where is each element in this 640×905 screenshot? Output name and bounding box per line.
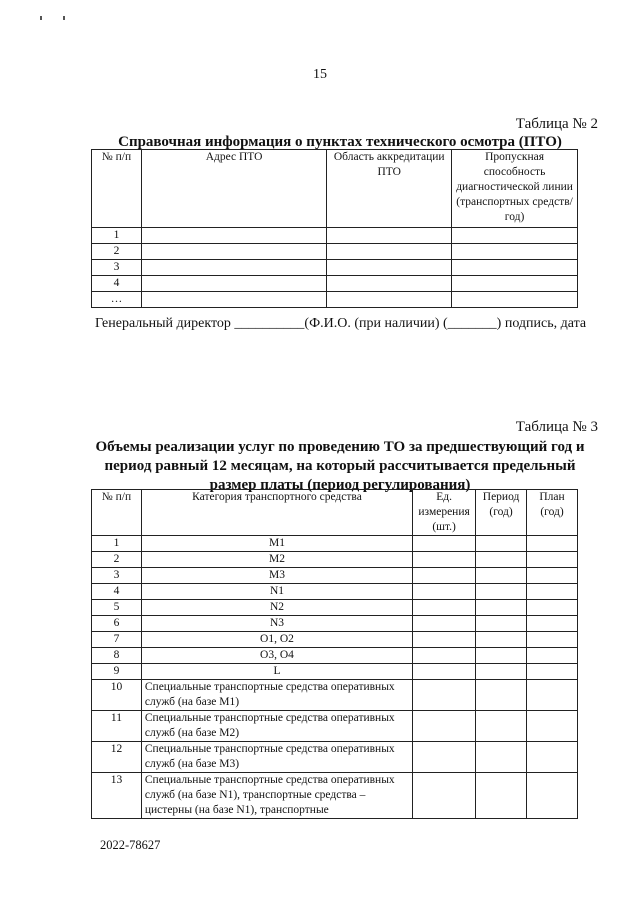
row-number: 1 (92, 228, 142, 244)
scan-artifact (40, 16, 42, 20)
table3-header-category: Категория транспортного средства (141, 490, 412, 536)
row-number: 3 (92, 568, 142, 584)
table3-caption: Таблица № 3 (515, 419, 598, 435)
table-row (92, 584, 578, 600)
table-row (92, 742, 578, 773)
table2-title: Справочная информация о пунктах технического осмотра (ПТО) (118, 134, 562, 150)
table3-header-plan: План (год) (527, 490, 578, 536)
row-number: 7 (92, 632, 142, 648)
row-category: N2 (141, 600, 412, 616)
signature-line: Генеральный директор __________(Ф.И.О. (при наличии) (_______) подпись, дата (95, 316, 587, 331)
table2-header-number: № п/п (92, 150, 142, 228)
table-row (92, 276, 578, 292)
table2-caption: Таблица № 2 (515, 116, 598, 132)
table-row (92, 568, 578, 584)
page-number: 15 (313, 67, 327, 82)
table-row (92, 600, 578, 616)
row-number: 4 (92, 276, 142, 292)
row-category: O3, O4 (141, 648, 412, 664)
row-number: 13 (92, 773, 142, 819)
row-category: Специальные транспортные средства оперативных служб (на базе M1) (141, 680, 412, 711)
row-category: N3 (141, 616, 412, 632)
document-code: 2022-78627 (100, 838, 161, 852)
row-category: M2 (141, 552, 412, 568)
table-row (92, 632, 578, 648)
row-category: Специальные транспортные средства оперативных служб (на базе M3) (141, 742, 412, 773)
row-number: 1 (92, 536, 142, 552)
table2-header-capacity: Пропускная способность диагностической линии (транспортных средств/год) (452, 150, 578, 228)
table3-header-number: № п/п (92, 490, 142, 536)
row-number: 11 (92, 711, 142, 742)
row-category: M3 (141, 568, 412, 584)
table-row (92, 228, 578, 244)
table-row (92, 260, 578, 276)
row-number: … (92, 292, 142, 308)
table2-header-address: Адрес ПТО (141, 150, 326, 228)
table-row (92, 648, 578, 664)
row-number: 2 (92, 552, 142, 568)
row-category: N1 (141, 584, 412, 600)
table-row (92, 680, 578, 711)
table-row (92, 244, 578, 260)
row-number: 8 (92, 648, 142, 664)
row-number: 6 (92, 616, 142, 632)
row-category: O1, O2 (141, 632, 412, 648)
row-category: Специальные транспортные средства оперативных служб (на базе N1), транспортные средства – цистерны (на базе N1), транспортные (141, 773, 412, 819)
table-row (92, 773, 578, 819)
scan-artifact (63, 16, 65, 20)
table2-header-accreditation: Область аккредитации ПТО (327, 150, 452, 228)
table3-header-period: Период (год) (476, 490, 527, 536)
row-category: M1 (141, 536, 412, 552)
row-number: 10 (92, 680, 142, 711)
table-row (92, 536, 578, 552)
row-number: 5 (92, 600, 142, 616)
table-row (92, 552, 578, 568)
table-row (92, 616, 578, 632)
row-number: 3 (92, 260, 142, 276)
table3-title: Объемы реализации услуг по проведению ТО за предшествующий год и период равный 12 месяцам, на который рассчитывается предельный размер платы (период регулирования) (95, 439, 585, 493)
table3-header-unit: Ед. измерения (шт.) (413, 490, 476, 536)
row-number: 2 (92, 244, 142, 260)
table-row (92, 664, 578, 680)
table3 (91, 489, 578, 819)
row-category: L (141, 664, 412, 680)
row-category: Специальные транспортные средства оперативных служб (на базе M2) (141, 711, 412, 742)
table-row (92, 292, 578, 308)
table2 (91, 149, 578, 308)
row-number: 4 (92, 584, 142, 600)
row-number: 9 (92, 664, 142, 680)
table-row (92, 711, 578, 742)
row-number: 12 (92, 742, 142, 773)
